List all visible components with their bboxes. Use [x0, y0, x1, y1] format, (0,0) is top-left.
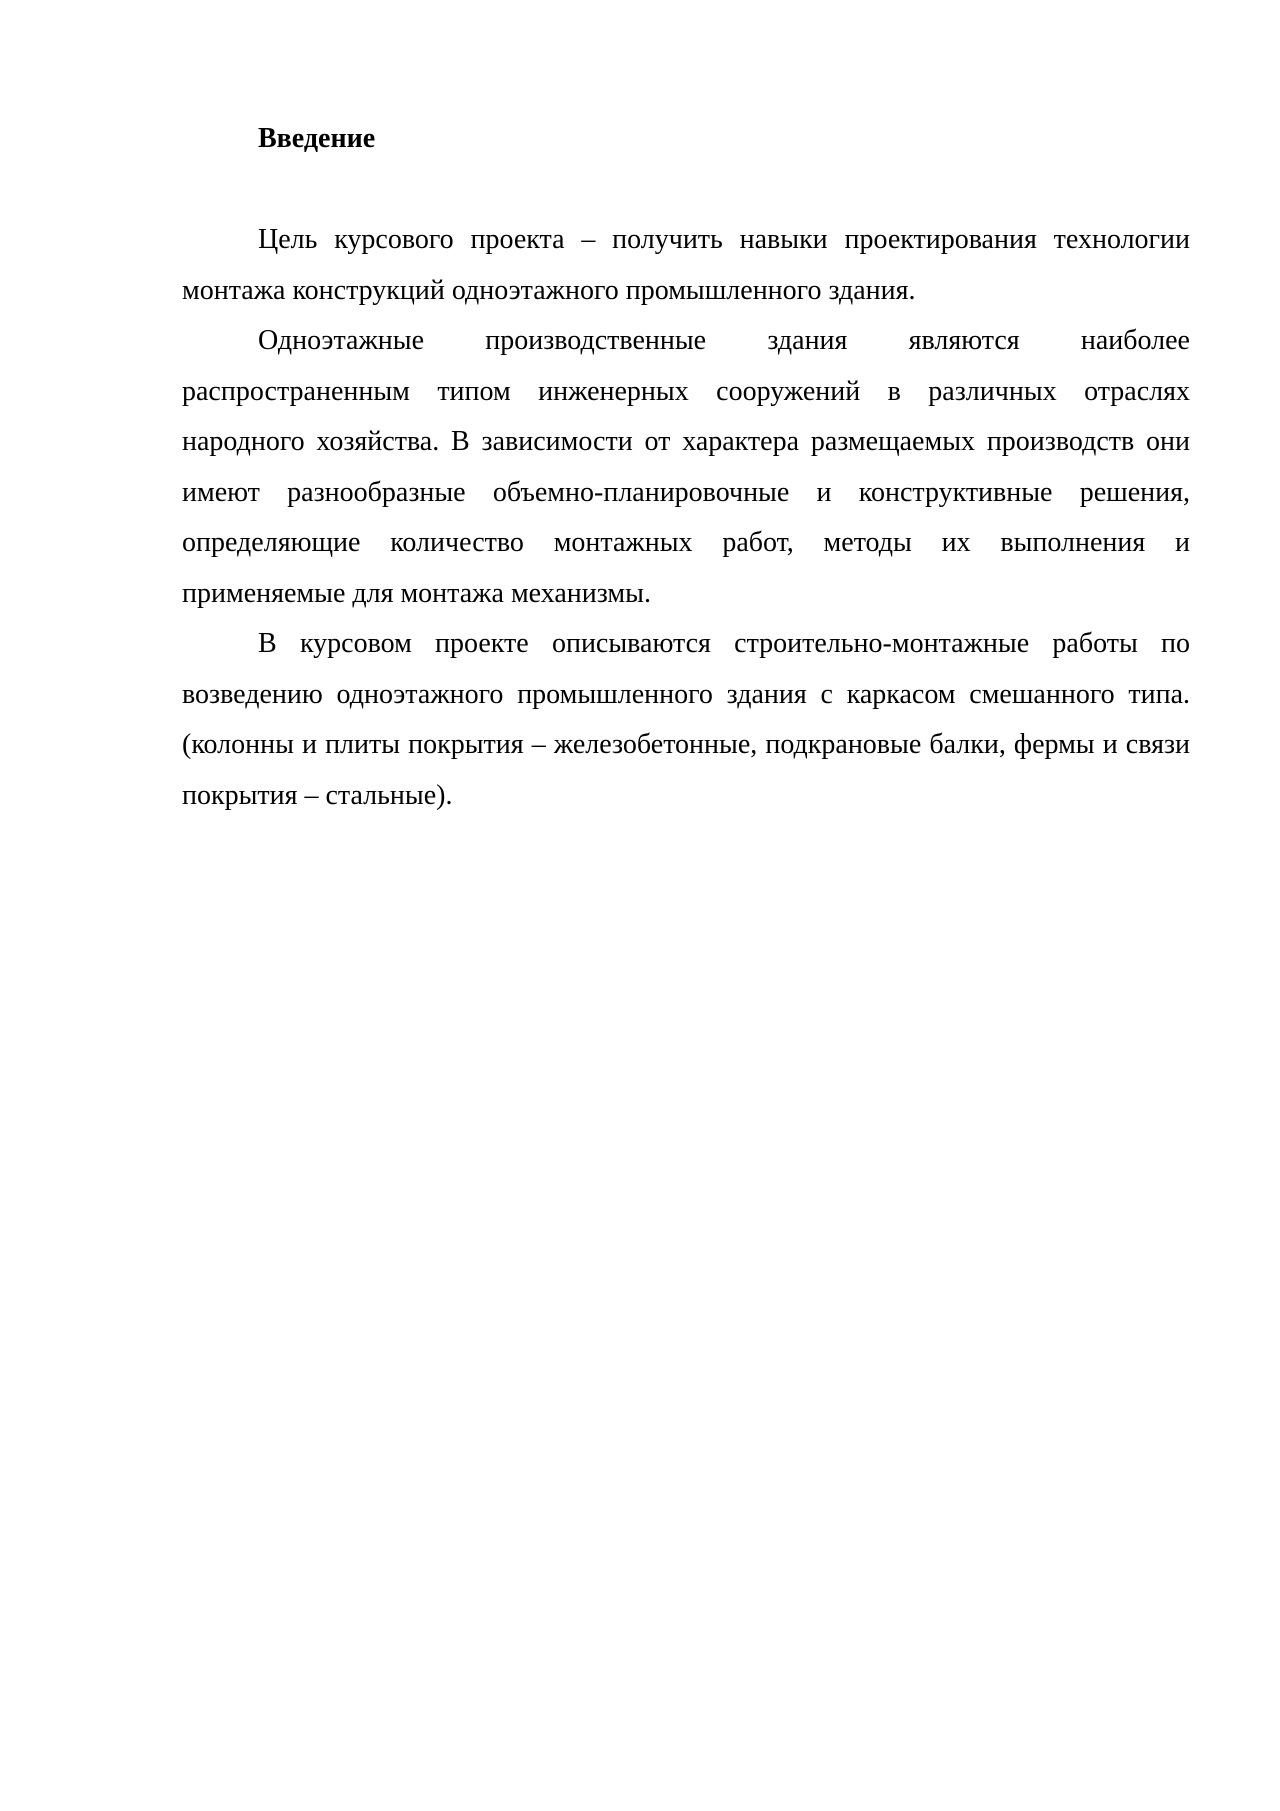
section-heading: Введение [258, 123, 376, 154]
paragraph-goal: Цель курсового проекта – получить навыки проектирования технологии монтажа конструкций одноэтажного промышленного здания. [182, 224, 1190, 306]
paragraph-project-description: В курсовом проекте описываются строительно-монтажные работы по возведению одноэтажного промышленного здания с каркасом смешанного типа. (колонны и плиты покрытия – железобетонные, подкрановые балки, фермы и связи покрытия – стальные). [182, 628, 1190, 811]
body-text [182, 215, 1190, 821]
paragraph-buildings: Одноэтажные производственные здания являются наиболее распространенным типом инженерных сооружений в различных отраслях народного хозяйства. В зависимости от характера размещаемых производств они имеют разнообразные объемно-планировочные и конструктивные решения, определяющие количество монтажных работ, методы их выполнения и применяемые для монтажа механизмы. [182, 325, 1190, 609]
